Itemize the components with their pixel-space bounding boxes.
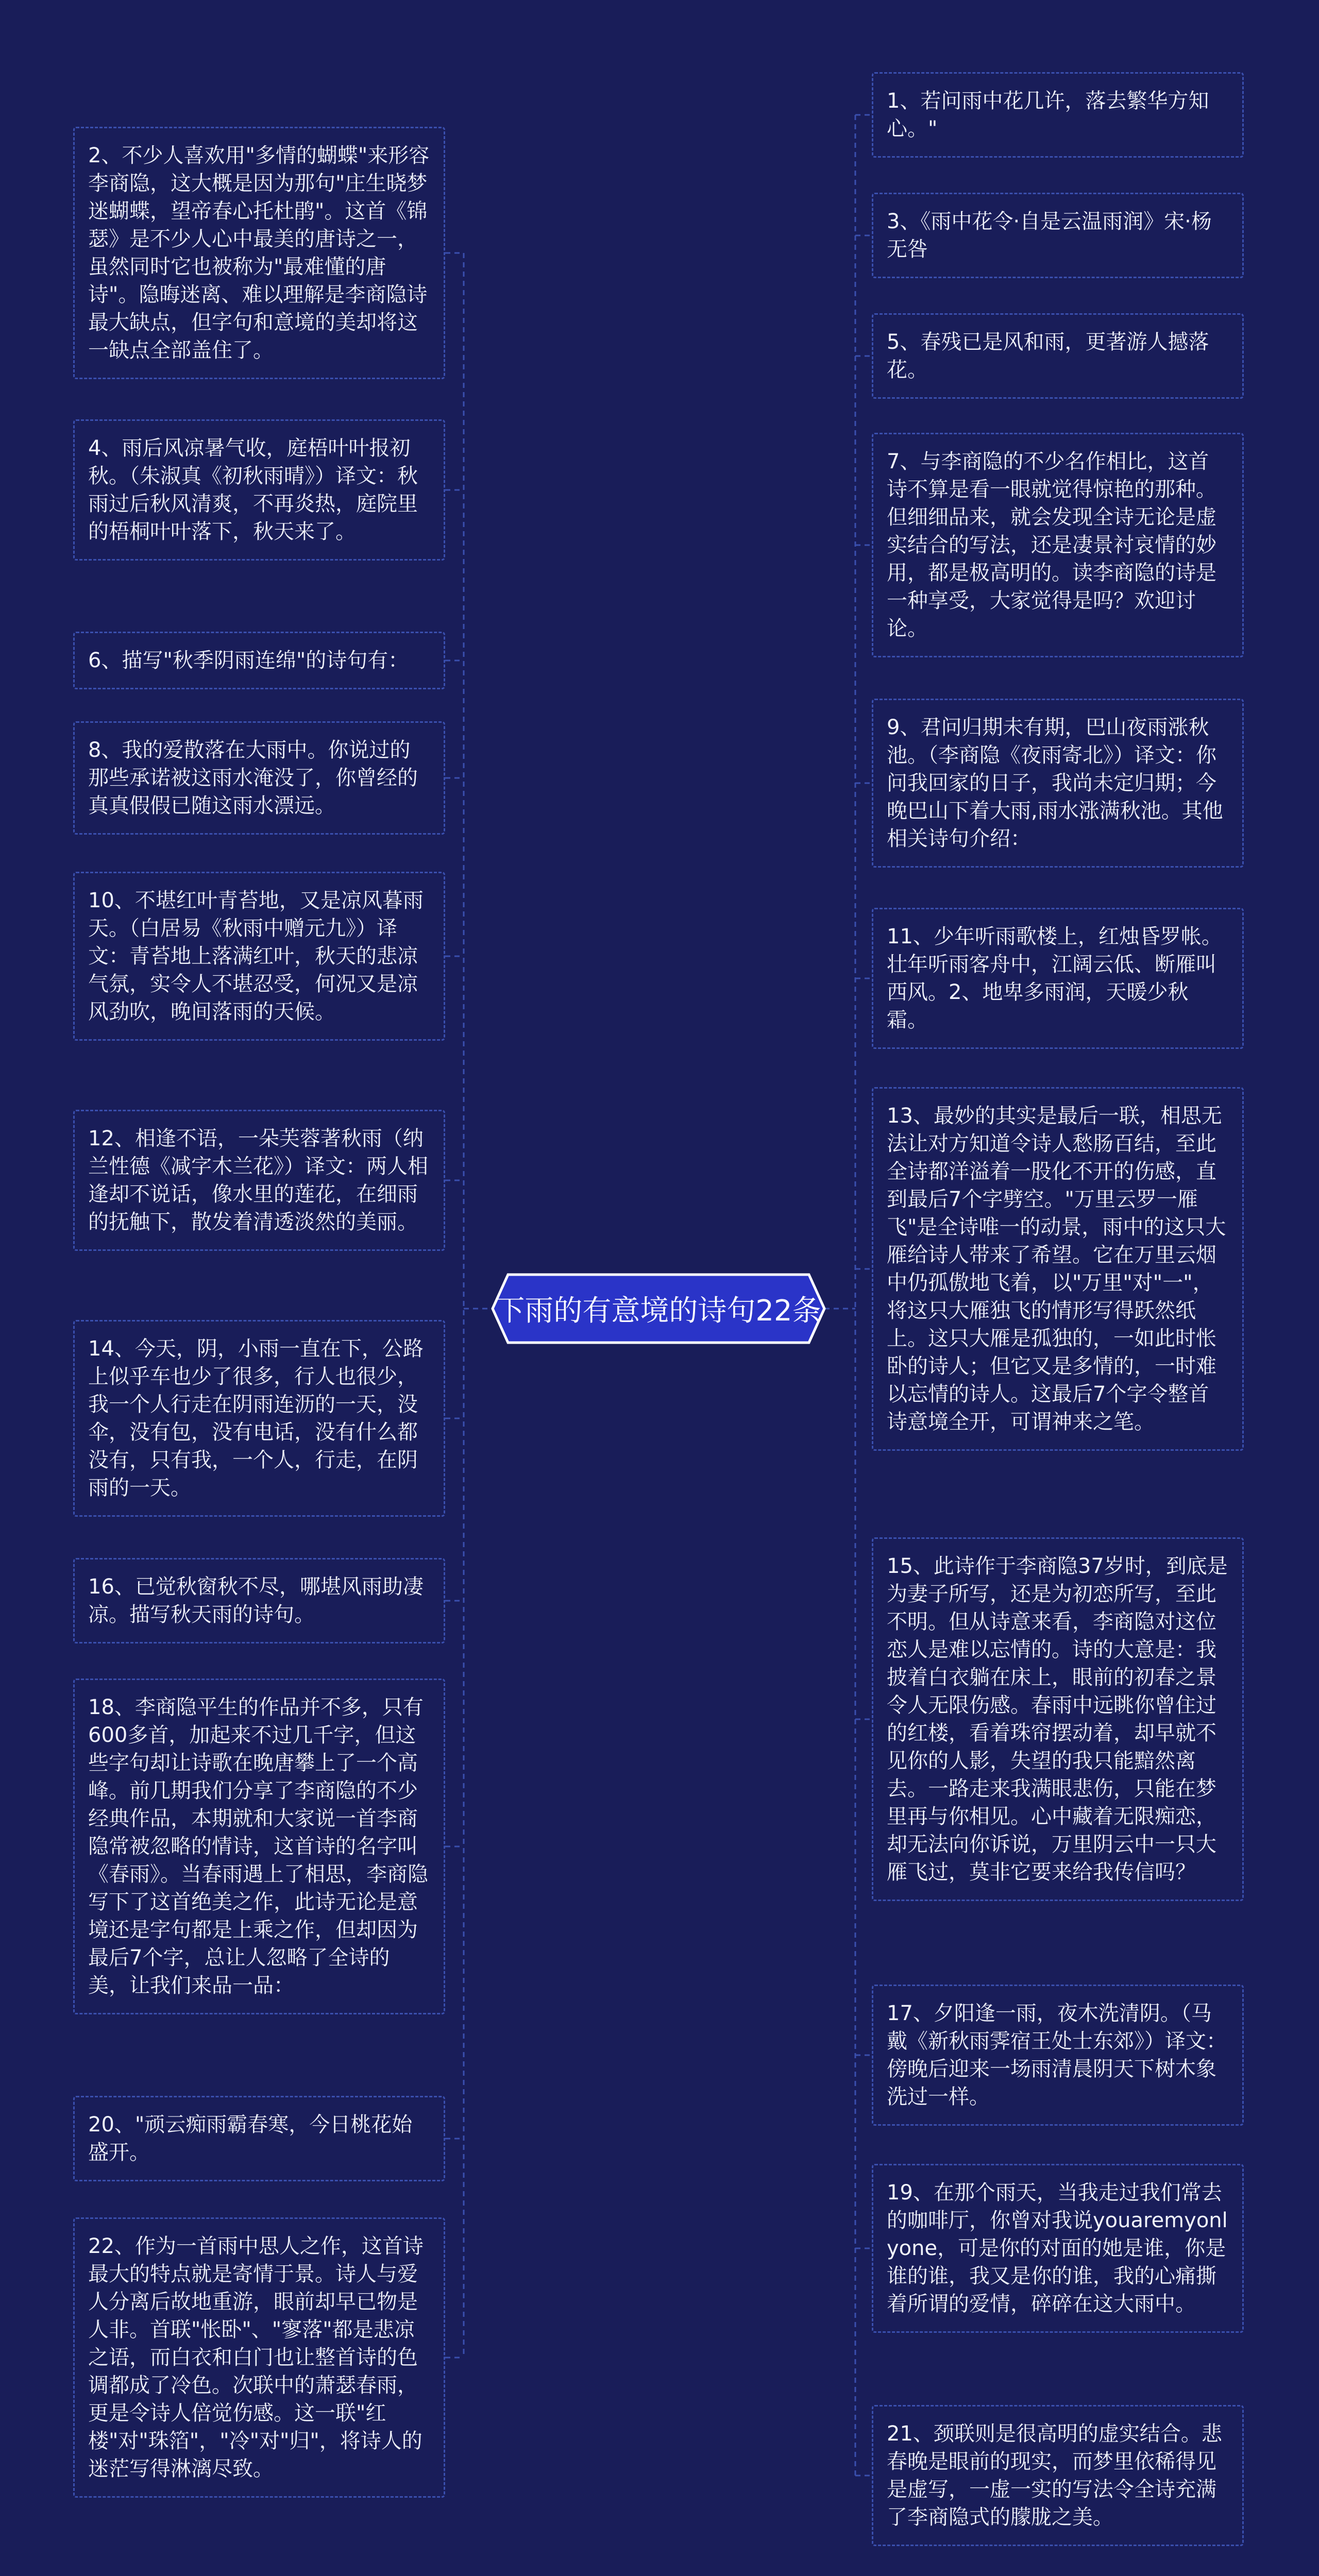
right-node-4: 7、与李商隐的不少名作相比，这首诗不算是看一眼就觉得惊艳的那种。但细细品来，就会发现全诗无论是虚实结合的写法，还是凄景衬哀情的妙用，都是极高明的。读李商隐的诗是一种享受，大家觉得是吗？欢迎讨论。 xyxy=(872,433,1244,657)
left-node-11: 22、作为一首雨中思人之作，这首诗最大的特点就是寄情于景。诗人与爱人分离后故地重游，眼前却早已物是人非。首联"怅卧"、"寥落"都是悲凉之语，而白衣和白门也让整首诗的色调都成了冷色。次联中的萧瑟春雨，更是令诗人倍觉伤感。这一联"红楼"对"珠箔"，"冷"对"归"，将诗人的迷茫写得淋漓尽致。 xyxy=(73,2217,445,2498)
root-node xyxy=(478,1273,839,1345)
left-node-4: 8、我的爱散落在大雨中。你说过的那些承诺被这雨水淹没了，你曾经的真真假假已随这雨水漂远。 xyxy=(73,721,445,835)
right-node-6: 11、少年听雨歌楼上，红烛昏罗帐。壮年听雨客舟中，江阔云低、断雁叫西风。2、地卑多雨润，天暖少秋霜。 xyxy=(872,908,1244,1049)
root-label: 下雨的有意境的诗句22条 xyxy=(496,1294,821,1328)
left-node-1: 2、不少人喜欢用"多情的蝴蝶"来形容李商隐，这大概是因为那句"庄生晓梦迷蝴蝶，望帝春心托杜鹃"。这首《锦瑟》是不少人心中最美的唐诗之一，虽然同时它也被称为"最难懂的唐诗"。隐晦迷离、难以理解是李商隐诗最大缺点，但字句和意境的美却将这一缺点全部盖住了。 xyxy=(73,127,445,379)
left-node-3: 6、描写"秋季阴雨连绵"的诗句有： xyxy=(73,632,445,689)
left-node-2: 4、雨后风凉暑气收，庭梧叶叶报初秋。（朱淑真《初秋雨晴》）译文：秋雨过后秋风清爽，不再炎热，庭院里的梧桐叶叶落下，秋天来了。 xyxy=(73,419,445,561)
left-node-8: 16、已觉秋窗秋不尽，哪堪风雨助凄凉。描写秋天雨的诗句。 xyxy=(73,1558,445,1643)
right-node-7: 13、最妙的其实是最后一联，相思无法让对方知道令诗人愁肠百结，至此全诗都洋溢着一股化不开的伤感，直到最后7个字劈空。"万里云罗一雁飞"是全诗唯一的动景，雨中的这只大雁给诗人带来了希望。它在万里云烟中仍孤傲地飞着，以"万里"对"一"，将这只大雁独飞的情形写得跃然纸上。这只大雁是孤独的，一如此时怅卧的诗人；但它又是多情的，一时难以忘情的诗人。这最后7个字令整首诗意境全开，可谓神来之笔。 xyxy=(872,1087,1244,1451)
left-node-7: 14、今天，阴，小雨一直在下，公路上似乎车也少了很多，行人也很少，我一个人行走在阴雨连沥的一天，没伞，没有包，没有电话，没有什么都没有，只有我，一个人，行走，在阴雨的一天。 xyxy=(73,1320,445,1517)
left-node-10: 20、"顽云痴雨霸春寒，今日桃花始盛开。 xyxy=(73,2096,445,2181)
right-node-8: 15、此诗作于李商隐37岁时，到底是为妻子所写，还是为初恋所写，至此不明。但从诗意来看，李商隐对这位恋人是难以忘情的。诗的大意是：我披着白衣躺在床上，眼前的初春之景令人无限伤感。春雨中远眺你曾住过的红楼，看着珠帘摆动着，却早就不见你的人影，失望的我只能黯然离去。一路走来我满眼悲伤，只能在梦里再与你相见。心中藏着无限痴恋，却无法向你诉说，万里阴云中一只大雁飞过，莫非它要来给我传信吗？ xyxy=(872,1537,1244,1901)
right-node-5: 9、君问归期未有期，巴山夜雨涨秋池。（李商隐《夜雨寄北》）译文：你问我回家的日子，我尚未定归期；今晚巴山下着大雨,雨水涨满秋池。其他相关诗句介绍： xyxy=(872,699,1244,868)
right-node-1: 1、若问雨中花几许，落去繁华方知心。" xyxy=(872,72,1244,158)
left-node-9: 18、李商隐平生的作品并不多，只有600多首，加起来不过几千字，但这些字句却让诗歌在晚唐攀上了一个高峰。前几期我们分享了李商隐的不少经典作品，本期就和大家说一首李商隐常被忽略的情诗，这首诗的名字叫《春雨》。当春雨遇上了相思，李商隐写下了这首绝美之作，此诗无论是意境还是字句都是上乘之作，但却因为最后7个字，总让人忽略了全诗的美，让我们来品一品： xyxy=(73,1679,445,2014)
right-node-11: 21、颈联则是很高明的虚实结合。悲春晚是眼前的现实，而梦里依稀得见是虚写，一虚一实的写法令全诗充满了李商隐式的朦胧之美。 xyxy=(872,2405,1244,2546)
left-node-6: 12、相逢不语，一朵芙蓉著秋雨（纳兰性德《减字木兰花》）译文：两人相逢却不说话，像水里的莲花，在细雨的抚触下，散发着清透淡然的美丽。 xyxy=(73,1110,445,1251)
right-node-9: 17、夕阳逢一雨，夜木洗清阴。（马戴《新秋雨霁宿王处士东郊》）译文：傍晚后迎来一场雨清晨阴天下树木象洗过一样。 xyxy=(872,1985,1244,2126)
right-node-3: 5、春残已是风和雨，更著游人撼落花。 xyxy=(872,313,1244,399)
right-node-10: 19、在那个雨天，当我走过我们常去的咖啡厅，你曾对我说youaremyonlyone，可是你的对面的她是谁，你是谁的谁，我又是你的谁，我的心痛撕着所谓的爱情，碎碎在这大雨中。 xyxy=(872,2164,1244,2333)
right-node-2: 3、《雨中花令·自是云温雨润》宋·杨无咎 xyxy=(872,193,1244,278)
left-node-5: 10、不堪红叶青苔地，又是凉风暮雨天。（白居易《秋雨中赠元九》）译文：青苔地上落满红叶，秋天的悲凉气氛，实令人不堪忍受，何况又是凉风劲吹，晚间落雨的天候。 xyxy=(73,872,445,1041)
